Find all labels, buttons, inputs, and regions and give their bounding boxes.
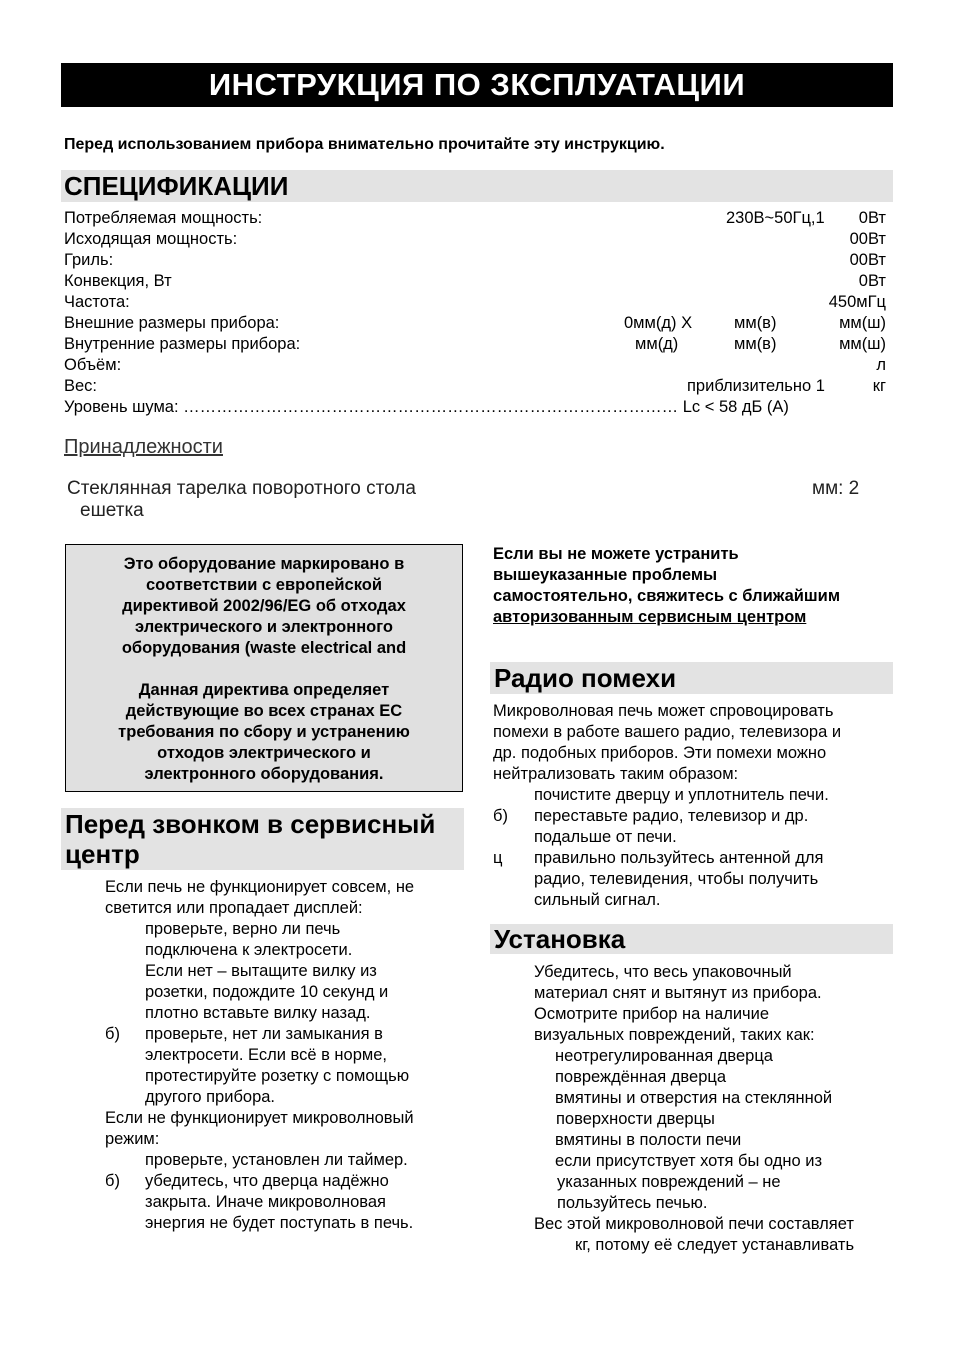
spec-row-volume: [64, 355, 888, 376]
service-text: проверьте, нет ли замыкания в: [145, 1025, 383, 1043]
radio-text: подальше от печи.: [534, 828, 677, 846]
spec-value: 230В~50Гц,1: [726, 209, 825, 227]
contact-text: Если вы не можете устранить: [493, 545, 739, 563]
install-heading: Установка: [490, 924, 893, 954]
spec-label: Объём:: [64, 356, 122, 374]
weee-line: оборудования (waste electrical and: [121, 639, 407, 657]
spec-row-frequency: [64, 292, 888, 313]
radio-text: правильно пользуйтесь антенной для: [534, 849, 824, 867]
service-text: проверьте, установлен ли таймер.: [145, 1151, 408, 1169]
spec-label: Гриль:: [64, 251, 114, 269]
service-text: протестируйте розетку с помощью: [145, 1067, 410, 1085]
weee-line: электрического и электронного: [135, 618, 393, 636]
radio-text: др. подобных приборов. Эти помехи можно: [493, 744, 827, 762]
spec-value: 450мГц: [828, 293, 886, 311]
service-text: электросети. Если всё в норме,: [145, 1046, 388, 1064]
spec-row-inner-size: [64, 334, 888, 355]
install-text: Осмотрите прибор на наличие: [534, 1005, 770, 1023]
service-marker: б): [105, 1172, 120, 1190]
spec-value: 00Вт: [849, 230, 886, 248]
service-text: подключена к электросети.: [145, 941, 353, 959]
weee-line: отходов электрического и: [157, 744, 371, 762]
intro-note: Перед использованием прибора внимательно прочитайте эту инструкцию.: [64, 136, 665, 153]
install-text: повреждённая дверца: [555, 1068, 726, 1086]
weee-notice-box: [65, 544, 463, 792]
spec-value: 0Вт: [858, 272, 886, 290]
service-text: энергия не будет поступать в печь.: [145, 1214, 414, 1232]
weee-line: действующие во всех странах ЕС: [125, 702, 403, 720]
radio-marker: б): [493, 807, 508, 825]
weee-line: соответствии с европейской: [146, 576, 382, 594]
specs-heading: СПЕЦИФИКАЦИИ: [61, 170, 893, 202]
spec-row-grill: [64, 250, 888, 271]
service-text: светится или пропадает дисплей:: [105, 899, 363, 917]
contact-service-center: авторизованным сервисным центром: [493, 608, 807, 626]
install-text: указанных повреждений – не: [557, 1173, 781, 1191]
radio-text: радио, телевидения, чтобы получить: [534, 870, 819, 888]
spec-unit: кг: [872, 377, 886, 395]
service-text: убедитесь, что дверца надёжно: [145, 1172, 389, 1190]
radio-text: помехи в работе вашего радио, телевизора и: [493, 723, 842, 741]
accessory-grid: ешетка: [80, 500, 144, 521]
spec-label: Внутренние размеры прибора:: [64, 335, 301, 353]
spec-unit: 0Вт: [858, 209, 886, 227]
accessory-glass-plate: Стеклянная тарелка поворотного стола: [67, 478, 416, 499]
spec-width: мм(ш): [839, 314, 886, 332]
install-text: вмятины и отверстия на стеклянной: [555, 1089, 833, 1107]
install-text: визуальных повреждений, таких как:: [534, 1026, 815, 1044]
spec-height: мм(в): [734, 314, 777, 332]
spec-row-noise: [64, 397, 890, 418]
service-heading: [61, 808, 464, 870]
spec-row-power-in: [64, 208, 888, 229]
document-title: ИНСТРУКЦИЯ ПО ЗКСПЛУАТАЦИИ: [61, 63, 893, 107]
spec-value: 00Вт: [849, 251, 886, 269]
weee-line: Это оборудование маркировано в: [123, 555, 405, 573]
spec-row-power-out: [64, 229, 888, 250]
service-text: розетки, подождите 10 секунд и: [145, 983, 389, 1001]
service-text: проверьте, верно ли печь: [145, 920, 341, 938]
service-marker: б): [105, 1025, 120, 1043]
spec-label: Вес:: [64, 377, 98, 395]
install-text: Вес этой микроволновой печи составляет: [534, 1215, 854, 1233]
weee-line: электронного оборудования.: [144, 765, 384, 783]
spec-label: Конвекция, Вт: [64, 272, 172, 290]
spec-label: Потребляемая мощность:: [64, 209, 263, 227]
spec-width: мм(ш): [839, 335, 886, 353]
spec-label: Исходящая мощность:: [64, 230, 238, 248]
install-text: материал снят и вытянут из прибора.: [534, 984, 822, 1002]
spec-height: мм(в): [734, 335, 777, 353]
radio-text: сильный сигнал.: [534, 891, 661, 909]
weee-line: директивой 2002/96/EG об отходах: [122, 597, 406, 615]
install-text: кг, потому её следует устанавливать: [575, 1236, 855, 1254]
radio-heading: Радио помехи: [490, 662, 893, 694]
service-heading-line: Перед звонком в сервисный: [65, 809, 436, 839]
service-text: Если нет – вытащите вилку из: [145, 962, 377, 980]
weee-line: Данная директива определяет: [138, 681, 390, 699]
install-text: если присутствует хотя бы одно из: [555, 1152, 823, 1170]
spec-length: 0мм(д) X: [624, 314, 693, 332]
spec-value: приблизительно 1: [687, 377, 825, 395]
spec-unit: л: [876, 356, 886, 374]
radio-text: почистите дверцу и уплотнитель печи.: [534, 786, 829, 804]
service-text: Если не функционирует микроволновый: [105, 1109, 414, 1127]
install-text: вмятины в полости печи: [555, 1131, 742, 1149]
install-text: Убедитесь, что весь упаковочный: [534, 963, 792, 981]
weee-line: требования по сбору и устранению: [118, 723, 410, 741]
spec-label: Частота:: [64, 293, 130, 311]
spec-length: мм(д): [635, 335, 679, 353]
spec-row-outer-size: [64, 313, 888, 334]
contact-text: самостоятельно, свяжитесь с ближайшим: [493, 587, 841, 605]
contact-text: вышеуказанные проблемы: [493, 566, 718, 584]
spec-row-convection: [64, 271, 888, 292]
spec-noise-text: Уровень шума: ……………………………………………………………………………… Lc < 58 дБ (А): [64, 398, 789, 416]
install-text: поверхности дверцы: [556, 1110, 715, 1128]
service-text: закрыта. Иначе микроволновая: [145, 1193, 386, 1211]
accessory-plate-size: мм: 2: [812, 478, 860, 499]
service-heading-line: центр: [65, 839, 140, 869]
spec-label: Внешние размеры прибора:: [64, 314, 280, 332]
accessories-heading: Принадлежности: [64, 436, 223, 458]
service-text: другого прибора.: [145, 1088, 276, 1106]
radio-text: нейтрализовать таким образом:: [493, 765, 739, 783]
install-text: неотрегулированная дверца: [555, 1047, 773, 1065]
service-text: режим:: [105, 1130, 160, 1148]
radio-marker: ц: [493, 849, 503, 867]
service-text: плотно вставьте вилку назад.: [145, 1004, 371, 1022]
service-text: Если печь не функционирует совсем, не: [105, 878, 415, 896]
radio-text: переставьте радио, телевизор и др.: [534, 807, 809, 825]
radio-text: Микроволновая печь может спровоцировать: [493, 702, 834, 720]
spec-row-weight: [64, 376, 888, 397]
install-text: пользуйтесь печью.: [557, 1194, 708, 1212]
